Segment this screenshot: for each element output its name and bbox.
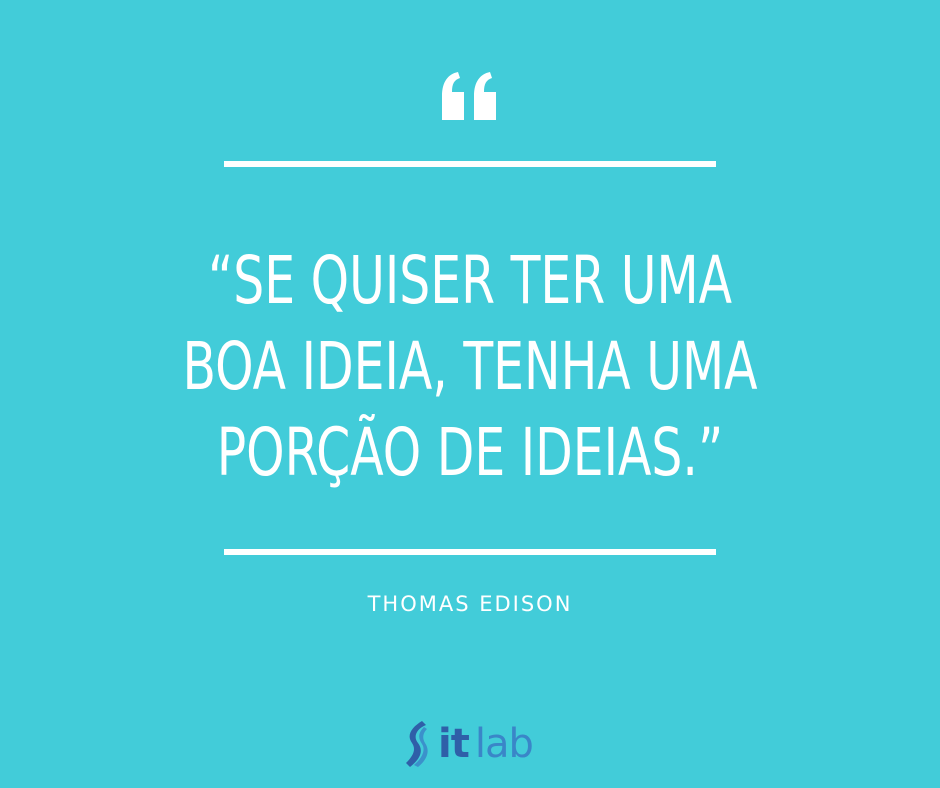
quote-line-3: PORÇÃO DE IDEIAS.” <box>216 414 724 491</box>
top-divider <box>224 161 716 167</box>
quote-text <box>122 238 818 496</box>
quote-author: THOMAS EDISON <box>367 592 573 616</box>
quote-line-1: “SE QUISER TER UMA <box>207 242 733 319</box>
itlab-s-logo-icon <box>400 719 430 769</box>
logo-text-it: it <box>438 721 469 767</box>
quote-line-2: BOA IDEIA, TENHA UMA <box>182 328 758 405</box>
logo-text-lab: lab <box>474 721 533 767</box>
bottom-divider <box>224 549 716 555</box>
itlab-logo <box>400 716 533 772</box>
quote-mark-icon <box>0 70 940 130</box>
